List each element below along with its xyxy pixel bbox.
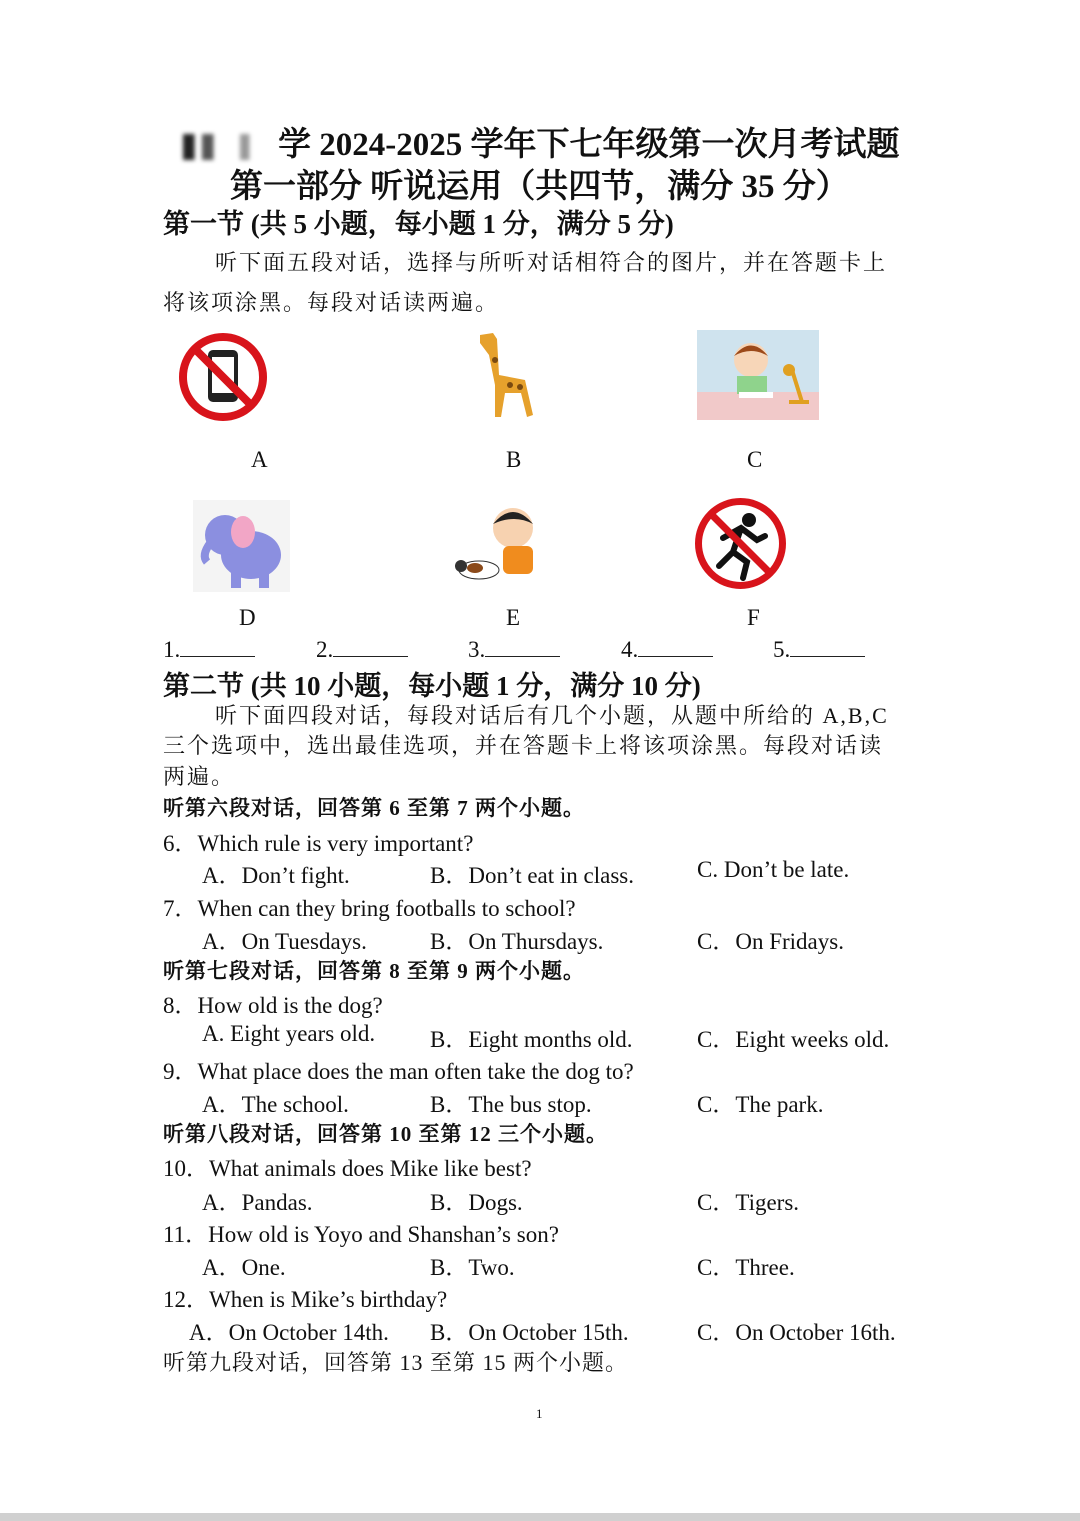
- q7-option-a[interactable]: A．On Tuesdays.: [202, 929, 367, 954]
- giraffe-icon: [465, 325, 550, 423]
- q11-option-b[interactable]: B．Two.: [430, 1255, 515, 1280]
- boy-studying-icon: [697, 330, 819, 420]
- answer-blank-5[interactable]: 5.: [773, 637, 865, 663]
- question-9: 9．What place does the man often take the dog to?: [163, 1059, 634, 1084]
- redacted-school-name: [183, 134, 278, 160]
- question-10: 10．What animals does Mike like best?: [163, 1156, 532, 1181]
- q11-option-c[interactable]: C．Three.: [697, 1255, 795, 1280]
- q6-option-b[interactable]: B．Don’t eat in class.: [430, 863, 634, 888]
- q6-option-c[interactable]: C. Don’t be late.: [697, 857, 850, 882]
- q9-option-b[interactable]: B．The bus stop.: [430, 1092, 592, 1117]
- question-12: 12．When is Mike’s birthday?: [163, 1287, 448, 1312]
- section1-instructions: 听下面五段对话，选择与所听对话相符合的图片，并在答题卡上: [215, 250, 888, 275]
- question-7: 7．When can they bring footballs to school?: [163, 896, 576, 921]
- question-11: 11．How old is Yoyo and Shanshan’s son?: [163, 1222, 559, 1247]
- question-8: 8．How old is the dog?: [163, 993, 383, 1018]
- q9-option-c[interactable]: C．The park.: [697, 1092, 824, 1117]
- section2-instructions-end: 两遍。: [163, 764, 236, 789]
- section2-instructions-cont: 三个选项中，选出最佳选项，并在答题卡上将该项涂黑。每段对话读: [163, 733, 884, 758]
- q10-option-c[interactable]: C．Tigers.: [697, 1190, 800, 1215]
- q11-option-a[interactable]: A．One.: [202, 1255, 286, 1280]
- q6-option-a[interactable]: A．Don’t fight.: [202, 863, 350, 888]
- section2-heading: 第二节 (共 10 小题，每小题 1 分，满分 10 分): [163, 671, 701, 701]
- exam-title: 学 2024-2025 学年下七年级第一次月考试题: [183, 118, 900, 165]
- page-number: 1: [536, 1406, 543, 1421]
- dialogue-8-heading: 听第八段对话，回答第 10 至第 12 三个小题。: [163, 1122, 608, 1146]
- picture-label-d: D: [239, 605, 256, 630]
- q8-option-a[interactable]: A. Eight years old.: [202, 1021, 376, 1046]
- no-running-icon: [693, 496, 788, 591]
- dialogue-6-heading: 听第六段对话，回答第 6 至第 7 两个小题。: [163, 796, 585, 820]
- q8-option-b[interactable]: B．Eight months old.: [430, 1027, 633, 1052]
- question-6: 6．Which rule is very important?: [163, 831, 474, 856]
- elephant-icon: [193, 500, 290, 592]
- q10-option-a[interactable]: A．Pandas.: [202, 1190, 313, 1215]
- answer-blank-4[interactable]: 4.: [621, 637, 713, 663]
- no-phone-icon: [178, 332, 268, 422]
- section2-instructions: 听下面四段对话，每段对话后有几个小题，从题中所给的 A,B,C: [215, 703, 889, 728]
- q7-option-b[interactable]: B．On Thursdays.: [430, 929, 604, 954]
- q10-option-b[interactable]: B．Dogs.: [430, 1190, 523, 1215]
- q12-option-c[interactable]: C．On October 16th.: [697, 1320, 896, 1345]
- picture-label-e: E: [506, 605, 521, 630]
- q12-option-a[interactable]: A．On October 14th.: [189, 1320, 389, 1345]
- q7-option-c[interactable]: C．On Fridays.: [697, 929, 844, 954]
- section1-instructions-cont: 将该项涂黑。每段对话读两遍。: [163, 290, 500, 315]
- boy-with-dog-icon: [455, 500, 552, 588]
- dialogue-9-heading: 听第九段对话，回答第 13 至第 15 两个小题。: [163, 1350, 629, 1375]
- dialogue-7-heading: 听第七段对话，回答第 8 至第 9 两个小题。: [163, 959, 585, 983]
- q8-option-c[interactable]: C．Eight weeks old.: [697, 1027, 890, 1052]
- picture-label-a: A: [251, 447, 268, 472]
- answer-blank-2[interactable]: 2.: [316, 637, 408, 663]
- answer-blank-1[interactable]: 1.: [163, 637, 255, 663]
- picture-label-f: F: [747, 605, 760, 630]
- part-title: 第一部分 听说运用（共四节，满分 35 分）: [230, 169, 849, 205]
- answer-blank-3[interactable]: 3.: [468, 637, 560, 663]
- picture-label-c: C: [747, 447, 763, 472]
- q9-option-a[interactable]: A．The school.: [202, 1092, 349, 1117]
- section1-heading: 第一节 (共 5 小题，每小题 1 分，满分 5 分): [163, 209, 674, 239]
- q12-option-b[interactable]: B．On October 15th.: [430, 1320, 629, 1345]
- picture-label-b: B: [506, 447, 522, 472]
- bottom-bar: [0, 1513, 1080, 1521]
